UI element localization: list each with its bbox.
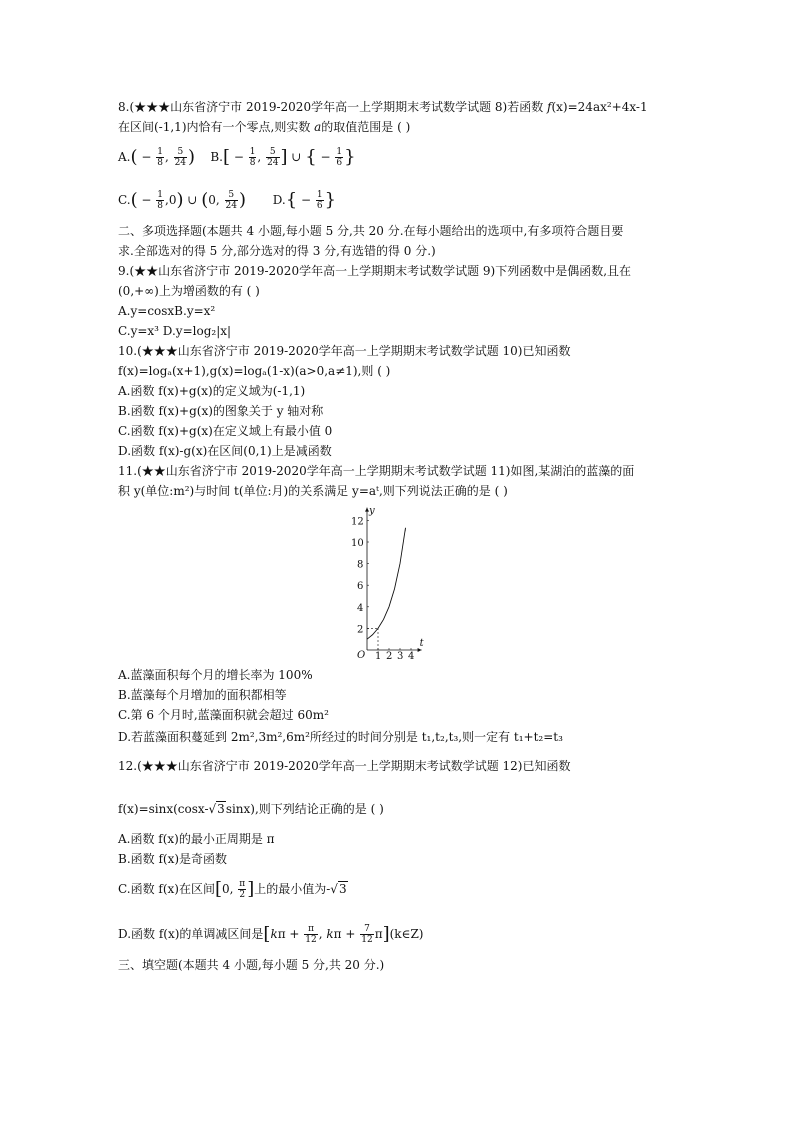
origin-label: O xyxy=(357,650,366,661)
q8-stem-text: 8.(★★★山东省济宁市 2019-2020学年高一上学期期末考试数学试题 8)若函数 xyxy=(118,100,548,114)
q12-option-d: D.函数 f(x)的单调减区间是[kπ + $\frac{\pi}{12}$ , kπ + $\frac{7}{12}$ π](k∈Z) xyxy=(118,923,424,945)
q8-options-ab: A.( − $\frac{1}{8}$ , $\frac{5}{24}$ ) B.[ − $\frac{1}{8}$ , $\frac{5}{24}$ ] ∪ { − $\frac{1}{6}$ } xyxy=(118,146,356,168)
q12-option-b: B.函数 f(x)是奇函数 xyxy=(118,852,228,866)
q8-stem-tail: 的取值范围是 ( ) xyxy=(321,120,411,134)
q12-option-a: A.函数 f(x)的最小正周期是 π xyxy=(118,832,275,846)
q10-option-d: D.函数 f(x)-g(x)在区间(0,1)上是减函数 xyxy=(118,444,332,458)
q11-stem-line1: 11.(★★山东省济宁市 2019-2020学年高一上学期期末考试数学试题 11)如图,某湖泊的蓝藻的面 xyxy=(118,464,635,478)
q11-option-b: B.蓝藻每个月增加的面积都相等 xyxy=(118,688,287,702)
y-tick-label: 8 xyxy=(357,559,364,571)
y-tick-label: 12 xyxy=(351,516,364,528)
chart-series xyxy=(367,528,406,639)
x-tick-label: 2 xyxy=(386,651,393,662)
y-tick-label: 2 xyxy=(357,624,364,636)
y-tick-label: 10 xyxy=(351,538,364,549)
q11-growth-chart xyxy=(335,500,435,665)
q12-option-c-text: C.函数 f(x)在区间 xyxy=(118,882,215,896)
growth-curve xyxy=(367,528,406,639)
q9-options-cd: C.y=x³ D.y=log₂|x| xyxy=(118,324,232,338)
x-axis-label: t xyxy=(419,638,424,649)
q8-var-a: a xyxy=(314,120,322,134)
q10-option-c: C.函数 f(x)+g(x)在定义域上有最小值 0 xyxy=(118,424,333,438)
x-tick-label: 1 xyxy=(375,651,382,662)
q11-stem-line2: 积 y(单位:m²)与时间 t(单位:月)的关系满足 y=aᵗ,则下列说法正确的是 ( ) xyxy=(118,484,508,498)
q11-option-c: C.第 6 个月时,蓝藻面积就会超过 60m² xyxy=(118,708,329,722)
q8-option-a-label: A. xyxy=(118,150,131,164)
section3-line1: 三、填空题(本题共 4 小题,每小题 5 分,共 20 分.) xyxy=(118,958,385,972)
q12-option-c: C.函数 f(x)在区间[0, $\frac{\pi}{2}$ ]上的最小值为-√3 xyxy=(118,878,347,900)
q12-stem-tail: sinx),则下列结论正确的是 ( ) xyxy=(225,802,384,816)
chart-axes xyxy=(357,506,425,661)
q12-option-c-tail: 上的最小值为- xyxy=(254,882,331,896)
q12-sqrt3: 3 xyxy=(217,802,225,816)
chart-guides xyxy=(367,628,378,650)
x-tick-label: 3 xyxy=(397,651,404,662)
q12-func-expr: f(x)=sinx(cosx- xyxy=(118,802,209,816)
section2-line2: 求.全部选对的得 5 分,部分选对的得 3 分,有选错的得 0 分.) xyxy=(118,244,436,258)
x-tick-label: 4 xyxy=(408,651,415,662)
q9-options-ab: A.y=cosxB.y=x² xyxy=(118,304,216,318)
q12-stem-line1: 12.(★★★山东省济宁市 2019-2020学年高一上学期期末考试数学试题 12)已知函数 xyxy=(118,759,571,773)
q11-option-d: D.若蓝藻面积蔓延到 2m²,3m²,6m²所经过的时间分别是 t₁,t₂,t₃,则一定有 t₁+t₂=t₃ xyxy=(118,730,563,744)
q9-stem-line2: (0,+∞)上为增函数的有 ( ) xyxy=(118,284,260,298)
q8-option-c-label: C. xyxy=(118,193,131,207)
q8-stem-line1 xyxy=(118,99,648,115)
q8-options-cd: C.( − $\frac{1}{8}$ ,0) ∪ (0, $\frac{5}{24}$ ) D.{ − $\frac{1}{6}$ } xyxy=(118,189,337,211)
y-tick-label: 4 xyxy=(357,602,364,614)
q10-option-a: A.函数 f(x)+g(x)的定义域为(-1,1) xyxy=(118,384,306,398)
q12-option-d-tail: (k∈Z) xyxy=(389,927,424,941)
q10-stem-line2: f(x)=logₐ(x+1),g(x)=logₐ(1-x)(a>0,a≠1),则 ( ) xyxy=(118,364,391,378)
section2-line1: 二、多项选择题(本题共 4 小题,每小题 5 分,共 20 分.在每小题给出的选项中,有多项符合题目要 xyxy=(118,224,624,238)
q12-option-d-text: D.函数 f(x)的单调减区间是 xyxy=(118,927,264,941)
q9-stem-line1: 9.(★★山东省济宁市 2019-2020学年高一上学期期末考试数学试题 9)下列函数中是偶函数,且在 xyxy=(118,264,632,278)
q8-option-d-label: D. xyxy=(272,193,286,207)
q11-option-a: A.蓝藻面积每个月的增长率为 100% xyxy=(118,668,313,682)
y-tick-label: 6 xyxy=(357,581,364,593)
q10-stem-line1: 10.(★★★山东省济宁市 2019-2020学年高一上学期期末考试数学试题 10)已知函数 xyxy=(118,344,571,358)
chart-ticks xyxy=(351,516,414,662)
q8-stem-line2 xyxy=(118,119,410,135)
y-axis-label: y xyxy=(369,505,375,517)
q8-func-name: f xyxy=(547,100,552,114)
q8-stem-text2: 在区间(-1,1)内恰有一个零点,则实数 xyxy=(118,120,315,134)
q8-func-expr: (x)=24ax²+4x-1 xyxy=(551,100,648,114)
q8-option-b-label: B. xyxy=(210,150,223,164)
q12-stem-line2: f(x)=sinx(cosx-√3sinx),则下列结论正确的是 ( ) xyxy=(118,802,384,816)
q10-option-b: B.函数 f(x)+g(x)的图象关于 y 轴对称 xyxy=(118,404,324,418)
